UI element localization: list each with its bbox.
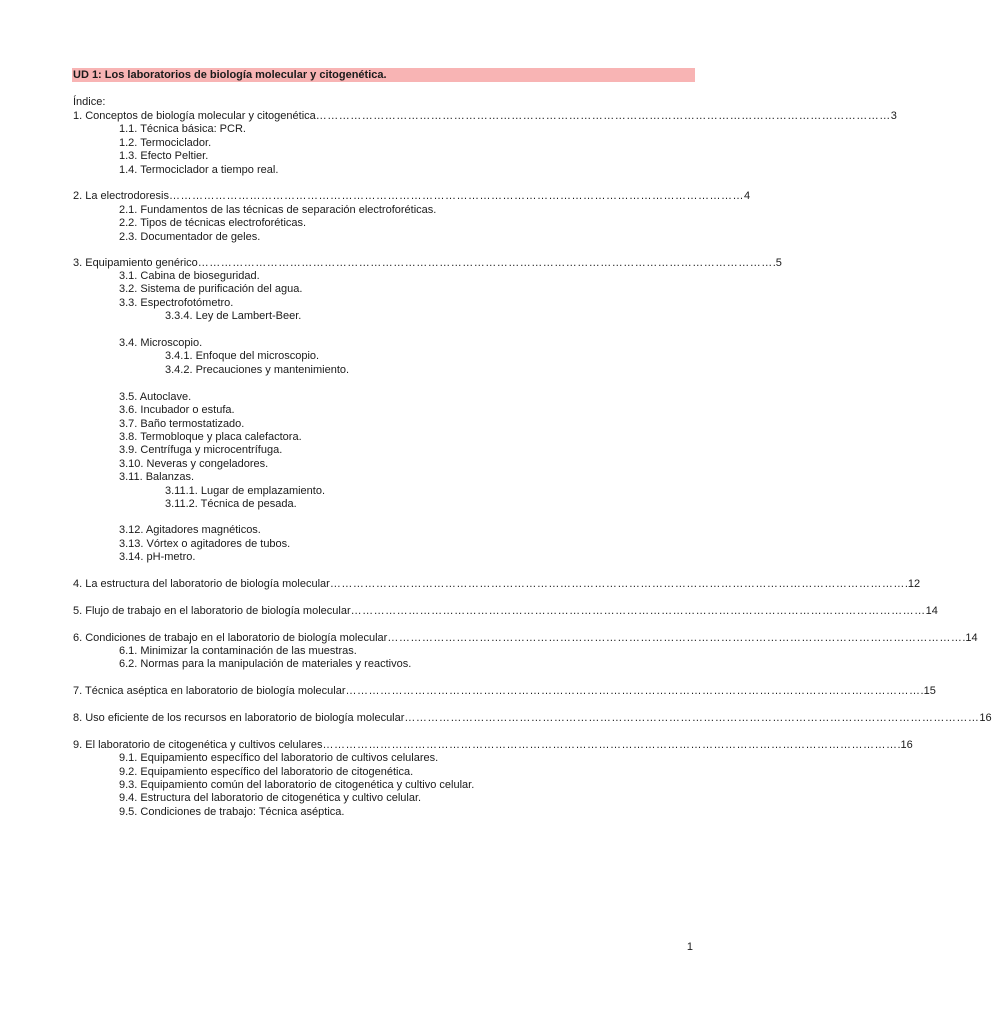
toc-entry-3-3: 3.3. Espectrofotómetro. <box>119 297 234 309</box>
leader-dots: …………………………………………………………………………………………………………………………………… <box>315 110 891 122</box>
toc-entry-9-1: 9.1. Equipamiento específico del laboratorio de cultivos celulares. <box>119 752 439 764</box>
toc-page-number: .5 <box>772 257 782 269</box>
toc-entry-3-13: 3.13. Vórtex o agitadores de tubos. <box>119 538 291 550</box>
leader-dots: …………………………………………………………………………………………………………………………………… <box>329 578 905 590</box>
page-number: 1 <box>686 941 693 953</box>
toc-entry-3-8: 3.8. Termobloque y placa calefactora. <box>119 431 302 443</box>
toc-entry-6-1: 6.1. Minimizar la contaminación de las muestras. <box>119 645 357 657</box>
toc-entry-9-4: 9.4. Estructura del laboratorio de citogenética y cultivo celular. <box>119 792 422 804</box>
toc-page-number: .15 <box>920 685 936 697</box>
index-heading: Índice: <box>73 96 106 108</box>
leader-dots: …………………………………………………………………………………………………………………………………… <box>350 605 926 617</box>
toc-entry-3-7: 3.7. Baño termostatizado. <box>119 418 245 430</box>
toc-page-number: 16 <box>979 712 992 724</box>
toc-entry-text: 2. La electrodoresis <box>73 190 169 202</box>
leader-dots: …………………………………………………………………………………………………………………………………… <box>169 190 744 202</box>
toc-entry-2-3: 2.3. Documentador de geles. <box>119 231 261 243</box>
toc-entry-3 <box>73 256 782 270</box>
toc-entry-9-5: 9.5. Condiciones de trabajo: Técnica aséptica. <box>119 806 345 818</box>
toc-entry-3-3-4: 3.3.4. Ley de Lambert-Beer. <box>165 310 302 322</box>
toc-entry-3-1: 3.1. Cabina de bioseguridad. <box>119 270 260 282</box>
toc-entry-9-2: 9.2. Equipamiento específico del laboratorio de citogenética. <box>119 766 414 778</box>
toc-entry-3-11-2: 3.11.2. Técnica de pesada. <box>165 498 297 510</box>
toc-entry-9 <box>73 738 913 752</box>
leader-dots: …………………………………………………………………………………………………………………………………… <box>404 712 980 724</box>
leader-dots: …………………………………………………………………………………………………………………………………… <box>322 739 898 751</box>
toc-entry-text: 1. Conceptos de biología molecular y citogenética <box>73 110 316 122</box>
toc-entry-7 <box>73 684 936 698</box>
toc-entry-3-11-1: 3.11.1. Lugar de emplazamiento. <box>165 485 326 497</box>
toc-entry-6-2: 6.2. Normas para la manipulación de materiales y reactivos. <box>119 658 412 670</box>
toc-entry-text: 7. Técnica aséptica en laboratorio de biología molecular <box>73 685 346 697</box>
toc-entry-3-10: 3.10. Neveras y congeladores. <box>119 458 269 470</box>
toc-entry-9-3: 9.3. Equipamiento común del laboratorio de citogenética y cultivo celular. <box>119 779 475 791</box>
toc-entry-text: 4. La estructura del laboratorio de biología molecular <box>73 578 330 590</box>
toc-page-number: .14 <box>962 632 978 644</box>
toc-entry-3-14: 3.14. pH-metro. <box>119 551 196 563</box>
toc-entry-3-4-1: 3.4.1. Enfoque del microscopio. <box>165 350 320 362</box>
toc-entry-text: 5. Flujo de trabajo en el laboratorio de biología molecular <box>73 605 351 617</box>
toc-entry-3-4: 3.4. Microscopio. <box>119 337 203 349</box>
toc-entry-4 <box>73 577 921 591</box>
toc-entry-2 <box>73 189 751 203</box>
toc-entry-1-2: 1.2. Termociclador. <box>119 137 212 149</box>
toc-entry-3-5: 3.5. Autoclave. <box>119 391 192 403</box>
toc-entry-1-3: 1.3. Efecto Peltier. <box>119 150 209 162</box>
toc-entry-3-2: 3.2. Sistema de purificación del agua. <box>119 283 303 295</box>
toc-entry-3-12: 3.12. Agitadores magnéticos. <box>119 524 261 536</box>
toc-entry-text: 8. Uso eficiente de los recursos en laboratorio de biología molecular <box>73 712 405 724</box>
toc-page-number: .12 <box>904 578 921 590</box>
toc-entry-text: 9. El laboratorio de citogenética y cultivos celulares <box>73 739 323 751</box>
toc-entry-2-2: 2.2. Tipos de técnicas electroforéticas. <box>119 217 307 229</box>
toc-entry-3-4-2: 3.4.2. Precauciones y mantenimiento. <box>165 364 350 376</box>
toc-entry-text: 6. Condiciones de trabajo en el laboratorio de biología molecular <box>73 632 388 644</box>
toc-page-number: 3 <box>890 110 897 122</box>
toc-entry-5 <box>73 604 938 618</box>
toc-page-number: 4 <box>744 190 751 202</box>
document-title: UD 1: Los laboratorios de biología molecular y citogenética. <box>73 69 387 81</box>
leader-dots: …………………………………………………………………………………………………………………………………… <box>197 257 773 269</box>
toc-entry-3-6: 3.6. Incubador o estufa. <box>119 404 235 416</box>
toc-entry-1-1: 1.1. Técnica básica: PCR. <box>119 123 246 135</box>
toc-entry-8 <box>73 711 992 725</box>
toc-entry-3-9: 3.9. Centrífuga y microcentrífuga. <box>119 444 283 456</box>
toc-page-number: 14 <box>925 605 938 617</box>
toc-entry-text: 3. Equipamiento genérico <box>73 257 198 269</box>
toc-entry-6 <box>73 631 978 645</box>
leader-dots: …………………………………………………………………………………………………………………………………… <box>387 632 963 644</box>
toc-page-number: .16 <box>897 739 913 751</box>
toc-entry-1-4: 1.4. Termociclador a tiempo real. <box>119 164 279 176</box>
toc-entry-2-1: 2.1. Fundamentos de las técnicas de separación electroforéticas. <box>119 204 437 216</box>
toc-entry-1 <box>73 109 897 123</box>
leader-dots: …………………………………………………………………………………………………………………………………… <box>345 685 921 697</box>
toc-entry-3-11: 3.11. Balanzas. <box>119 471 195 483</box>
